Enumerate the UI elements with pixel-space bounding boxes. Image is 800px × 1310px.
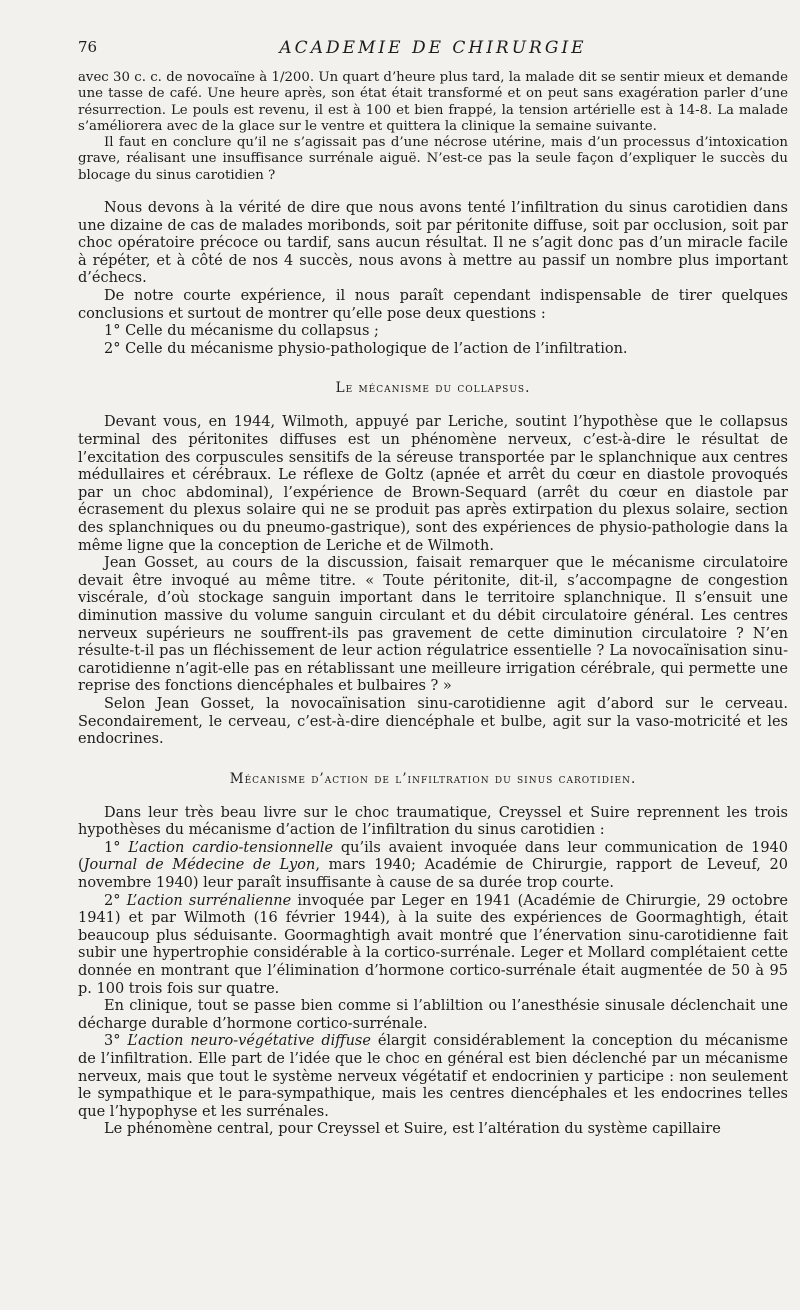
paragraph: Dans leur très beau livre sur le choc traumatique, Creyssel et Suire reprennent les trois hypothèses du mécanisme d’action de l’infiltration du sinus carotidien : (78, 804, 788, 839)
paragraph: 3° L’action neuro-végétative diffuse élargit considérablement la conception du mécanisme de l’infiltration. Elle part de l’idée que le choc en général est bien déclenché par un mécanisme nerveux, mais que tout le système nerveux végétatif et endocrinien y participe : non seulement le sympathique et le para-sympathique, mais les centres diencéphales et les endocrines telles que l’hypophyse et les surrénales. (78, 1033, 788, 1120)
paragraph: avec 30 c. c. de novocaïne à 1/200. Un quart d’heure plus tard, la malade dit se sentir mieux et demande une tasse de café. Une heure après, son état était transformé et on peut sans exagération parler d’une résurrection. Le pouls est revenu, il est à 100 et bien frappé, la tension artérielle est à 14-8. La malade s’améliorera avec de la glace sur le ventre et quittera la clinique la semaine suivante. (78, 70, 788, 134)
paragraph: En clinique, tout se passe bien comme si l’abliltion ou l’anesthésie sinusale déclenchait une décharge durable d’hormone cortico-surrénale. (78, 998, 788, 1032)
paragraph: 2° L’action surrénalienne invoquée par Leger en 1941 (Académie de Chirurgie, 29 octobre 1941) et par Wilmoth (16 février 1944), à la suite des expériences de Goormaghtigh, était beaucoup plus séduisante. Goormaghtigh avait montré que l’énervation sinu-carotidienne fait subir une hypertrophie considérable à la cortico-surrénale. Leger et Mollard complétaient cette donnée en montrant que l’élimination d’hormone cortico-surrénale était augmentée de 50 à 95 p. 100 trois fois sur quatre. (78, 892, 788, 997)
paragraph: Nous devons à la vérité de dire que nous avons tenté l’infiltration du sinus carotidien dans une dizaine de cas de malades moribonds, soit par péritonite diffuse, soit par occlusion, soit par choc opératoire précoce ou tardif, sans aucun résultat. Il ne s’agit donc pas d’un miracle facile à répéter, et à côté de nos 4 succès, nous avons à mettre au passif un nombre plus important d’échecs. (78, 200, 788, 287)
list-item: 1° Celle du mécanisme du collapsus ; (104, 323, 379, 340)
paragraph: De notre courte expérience, il nous paraît cependant indispensable de tirer quelques conclusions et surtout de montrer qu’elle pose deux questions : (78, 288, 788, 322)
discussion-block (78, 200, 788, 358)
running-head (78, 38, 788, 64)
section-mecanisme (78, 805, 788, 1139)
paragraph: 1° L’action cardio-tensionnelle qu’ils avaient invoquée dans leur communication de 1940 (Journal de Médecine de Lyon, mars 1940; Académie de Chirurgie, rapport de Leveuf, 20 novembre 1940) leur paraît insuffisante à cause de sa durée trop courte. (78, 839, 789, 892)
paragraph: Il faut en conclure qu’il ne s’agissait pas d’une nécrose utérine, mais d’un processus d’intoxication grave, réalisant une insuffisance surrénale aiguë. N’est-ce pas la seule façon d’expliquer le succès du blocage du sinus carotidien ? (78, 135, 788, 183)
list-item: 2° Celle du mécanisme physio-pathologique de l’action de l’infiltration. (104, 340, 628, 357)
section-heading: Le mécanisme du collapsus. (335, 380, 531, 397)
intro-block (78, 70, 788, 184)
journal-title: ACADEMIE DE CHIRURGIE (279, 38, 587, 58)
paragraph: Selon Jean Gosset, la novocaïnisation sinu-carotidienne agit d’abord sur le cerveau. Secondairement, le cerveau, c’est-à-dire diencéphale et bulbe, agit sur la vaso-motricité et les endocrines. (78, 695, 788, 748)
paragraph: Devant vous, en 1944, Wilmoth, appuyé par Leriche, soutint l’hypothèse que le collapsus terminal des péritonites diffuses est un phénomène nerveux, c’est-à-dire le résultat de l’excitation des corpuscules sensitifs de la séreuse transportée par le splanchnique aux centres médullaires et cérébraux. Le réflexe de Goltz (apnée et arrêt du cœur en diastole provoqués par un choc abdominal), l’expérience de Brown-Sequard (arrêt du cœur en diastole par écrasement du plexus solaire qui ne se produit pas après extirpation du plexus solaire, section des splanchniques ou du pneumo-gastrique), sont des expériences de physio-pathologie dans la même ligne que la conception de Leriche et de Wilmoth. (78, 414, 788, 554)
section-collapsus (78, 414, 788, 748)
paragraph: Jean Gosset, au cours de la discussion, faisait remarquer que le mécanisme circulatoire devait être invoqué au même titre. « Toute péritonite, dit-il, s’accompagne de congestion viscérale, d’où stockage sanguin important dans le territoire splanchnique. Il s’ensuit une diminution massive du volume sanguin circulant et du débit circulatoire général. Les centres nerveux supérieurs ne souffrent-ils pas gravement de cette diminution circulatoire ? N’en résulte-t-il pas un fléchissement de leur action régulatrice essentielle ? La novocaïnisation sinu-carotidienne n’agit-elle pas en rétablissant une meilleure irrigation cérébrale, qui permette une reprise des fonctions diencéphales et bulbaires ? » (78, 555, 788, 695)
page-number: 76 (78, 38, 98, 56)
section-heading: Mécanisme d’action de l’infiltration du sinus carotidien. (229, 770, 637, 787)
paragraph: Le phénomène central, pour Creyssel et Suire, est l’altération du système capillaire (104, 1121, 721, 1138)
